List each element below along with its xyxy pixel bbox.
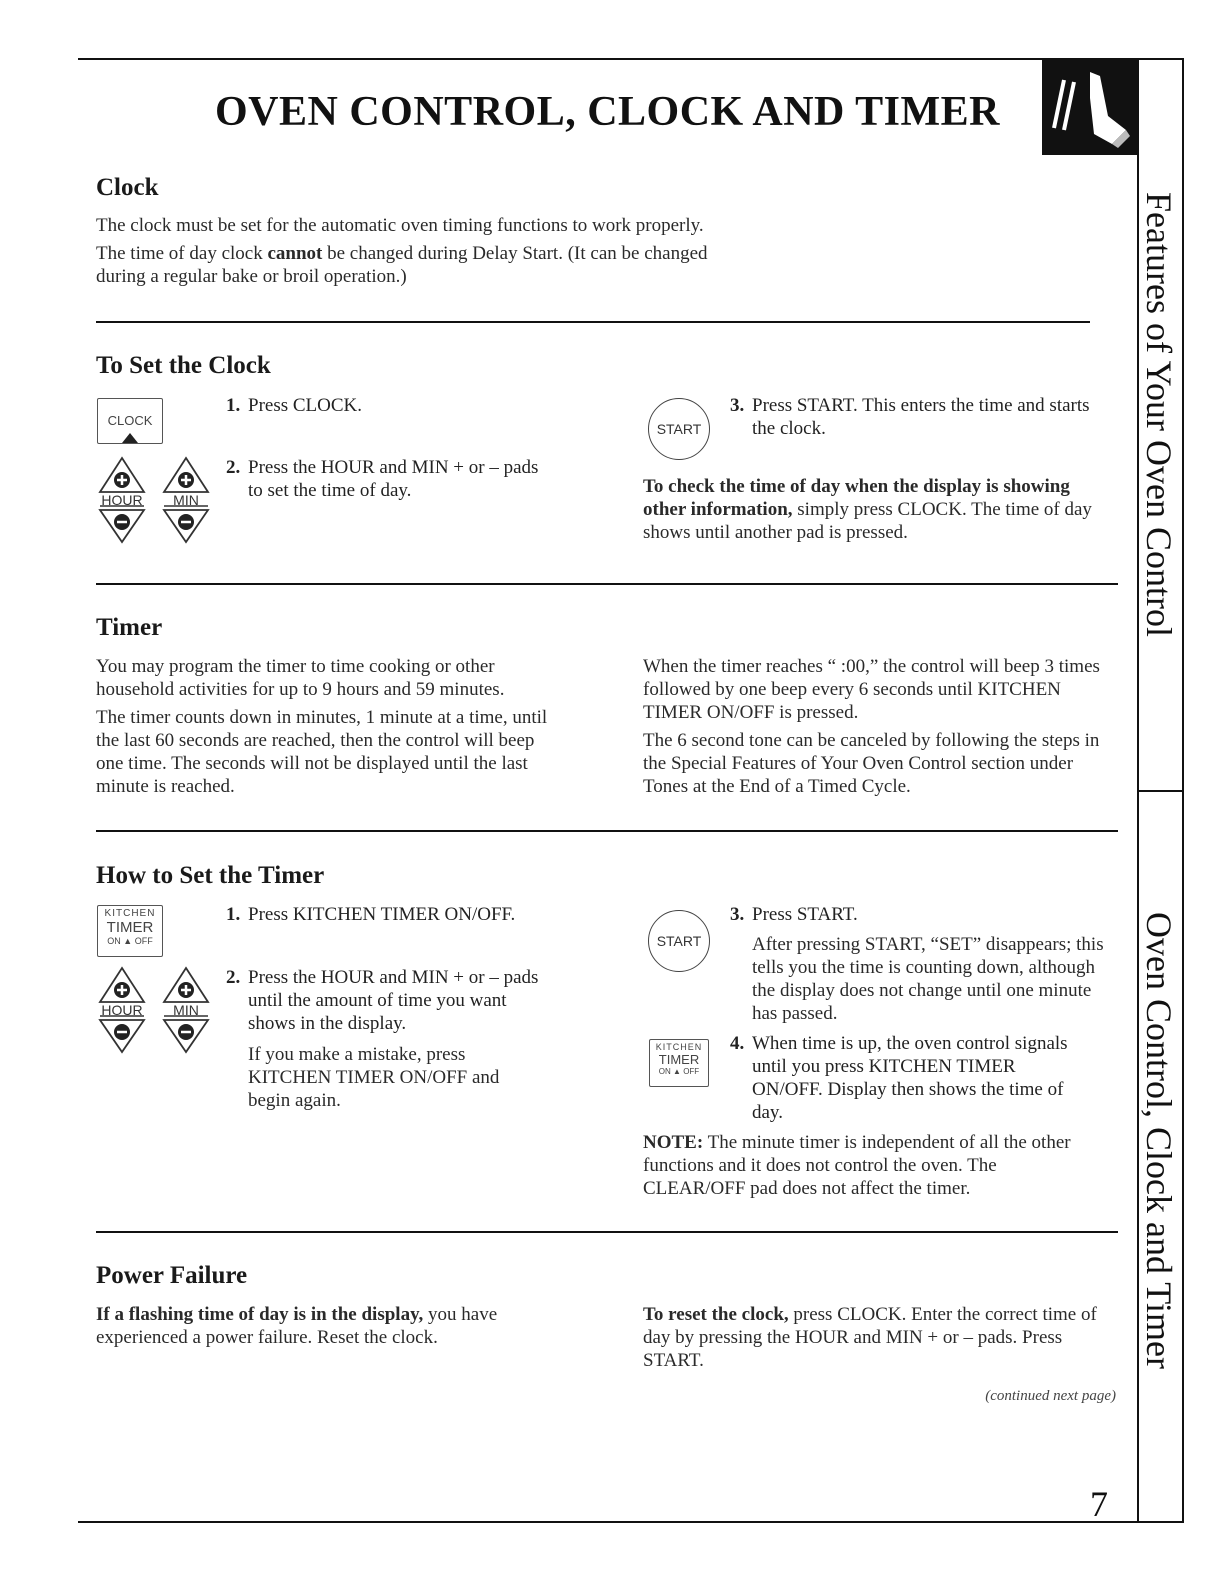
timer-right-p2: The 6 second tone can be canceled by following the steps in the Special Features of Your Oven Control section under Tones at the End of a Timed Cycle. (643, 730, 1100, 797)
timer-left-p2: The timer counts down in minutes, 1 minute at a time, until the last 60 seconds are reached, then the control will beep one time. The seconds will not be displayed until the last minute is reached. (96, 707, 548, 797)
start-key-clock[interactable] (648, 398, 710, 460)
set-timer-heading: How to Set the Timer (96, 862, 325, 889)
continued-note: (continued next page) (985, 1388, 1116, 1404)
side-tab-divider (1137, 790, 1184, 792)
timer-right-p1: When the timer reaches “ :00,” the control will beep 3 times followed by one beep every 6 seconds until KITCHEN TIMER ON/OFF is pressed. (643, 656, 1100, 723)
page-number: 7 (1090, 1484, 1108, 1524)
divider-2 (96, 583, 1118, 585)
start-key-timer[interactable] (648, 910, 710, 972)
on-off-indicator-icon-2: ▲ (673, 1067, 681, 1076)
hour-pad-label[interactable]: HOUR (101, 492, 143, 508)
power-failure-heading: Power Failure (96, 1262, 248, 1289)
divider-4 (96, 1231, 1118, 1233)
side-tab-features: Features of Your Oven Control (1139, 192, 1179, 637)
timer-label: TIMER (106, 919, 154, 936)
hour-pad-label-timer[interactable]: HOUR (101, 1002, 143, 1018)
timer-left-p1: You may program the timer to time cooking or other household activities for up to 9 hours and 59 minutes. (96, 656, 505, 700)
kitchen-timer-key[interactable] (97, 905, 163, 957)
hour-min-pads-timer (98, 966, 223, 1056)
mistake-note: If you make a mistake, press KITCHEN TIMER ON/OFF and begin again. (248, 1044, 500, 1111)
top-rule (78, 58, 1184, 60)
set-timer-step-1: 1. Press KITCHEN TIMER ON/OFF. (226, 904, 516, 925)
page-title: OVEN CONTROL, CLOCK AND TIMER (215, 89, 1000, 135)
set-clock-step-2: 2. Press the HOUR and MIN + or – pads to set the time of day. (226, 457, 539, 501)
timer-label-2: TIMER (658, 1052, 700, 1067)
hour-min-pads (98, 456, 223, 546)
kitchen-label: KITCHEN (104, 908, 156, 919)
on-off-indicator-icon: ▲ (123, 936, 133, 946)
set-timer-step-4: 4. When time is up, the oven control signals until you press KITCHEN TIMER ON/OFF. Display then shows the time of day. (730, 1033, 1068, 1123)
power-failure-right: To reset the clock, press CLOCK. Enter the correct time of day by pressing the HOUR and MIN + or – pads. Press START. (643, 1304, 1097, 1371)
kitchen-label-2: KITCHEN (655, 1042, 703, 1052)
check-time-note: To check the time of day when the display is showing other information, simply press CLOCK. The time of day shows until another pad is pressed. (643, 476, 1092, 543)
off-label: OFF (134, 936, 153, 946)
clock-heading: Clock (96, 174, 159, 201)
clock-paragraph-2: The time of day clock cannot be changed during Delay Start. (It can be changed during a regular bake or broil operation.) (96, 243, 708, 287)
clock-key-indicator-icon (122, 433, 138, 443)
side-tab-oven-control: Oven Control, Clock and Timer (1139, 912, 1179, 1369)
power-failure-left: If a flashing time of day is in the display, you have experienced a power failure. Reset the clock. (96, 1304, 498, 1348)
kitchen-timer-key-2[interactable] (649, 1039, 709, 1087)
timer-heading: Timer (96, 614, 163, 641)
step-3-detail: After pressing START, “SET” disappears; this tells you the time is counting down, although the display does not change until one minute has passed. (752, 934, 1104, 1024)
on-label-2: ON (658, 1067, 671, 1076)
min-pad-label[interactable]: MIN (173, 492, 199, 508)
on-label: ON (107, 936, 121, 946)
set-timer-step-3: 3. Press START. (730, 904, 858, 925)
bottom-tab-rule (1137, 1521, 1184, 1523)
off-label-2: OFF (683, 1067, 700, 1076)
timer-right-column (643, 655, 1103, 803)
set-clock-step-3: 3. Press START. This enters the time and starts the clock. (730, 395, 1090, 439)
clock-key[interactable] (97, 398, 163, 444)
clock-key-label: CLOCK (107, 413, 153, 428)
timer-note: NOTE: The minute timer is independent of all the other functions and it does not control the oven. The CLEAR/OFF pad does not affect the timer. (643, 1132, 1071, 1199)
bottom-rule (78, 1521, 1140, 1523)
set-clock-heading: To Set the Clock (96, 352, 271, 379)
divider-1 (96, 321, 1090, 323)
start-key-label: START (656, 421, 702, 437)
divider-3 (96, 830, 1118, 832)
clock-body (96, 214, 756, 293)
set-timer-step-2: 2. Press the HOUR and MIN + or – pads until the amount of time you want shows in the display. (226, 967, 539, 1034)
set-clock-step-1: 1. Press CLOCK. (226, 395, 363, 416)
clock-paragraph-1: The clock must be set for the automatic oven timing functions to work properly. (96, 215, 704, 236)
min-pad-label-timer[interactable]: MIN (173, 1002, 199, 1018)
start-key-label-timer: START (656, 933, 702, 949)
timer-left-column (96, 655, 566, 803)
